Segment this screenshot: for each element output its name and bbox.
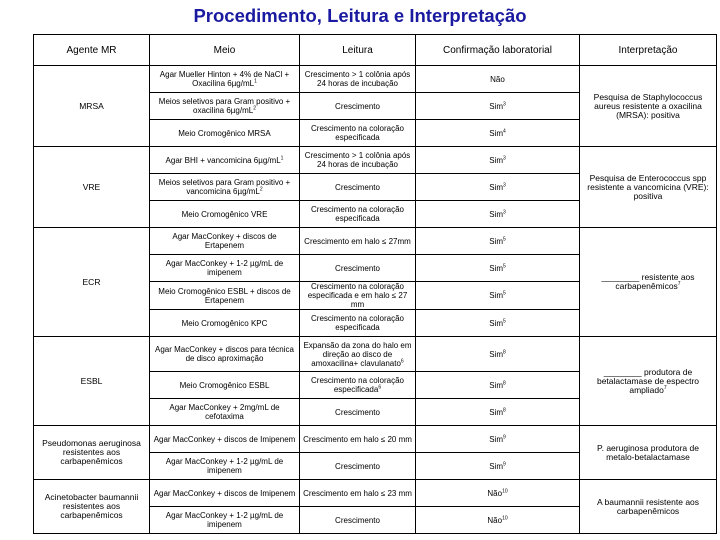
confirmacao-cell xyxy=(416,66,580,93)
leitura-cell-text: Crescimento xyxy=(335,263,380,273)
leitura-cell-text: Crescimento > 1 colônia após 24 horas de incubação xyxy=(304,151,411,169)
confirmacao-cell-footnote: 3 xyxy=(503,100,506,107)
meio-cell xyxy=(150,507,300,534)
leitura-cell-text: Crescimento na coloração especificada xyxy=(311,376,404,394)
agent-cell xyxy=(34,147,150,228)
header-row xyxy=(34,35,717,66)
agent-label: ECR xyxy=(82,276,101,287)
meio-cell xyxy=(150,426,300,453)
meio-cell-text: Agar MacConkey + discos de Imipenem xyxy=(153,434,296,444)
interpretation-footnote: 7 xyxy=(677,281,681,288)
confirmacao-cell xyxy=(416,480,580,507)
agent-label: ESBL xyxy=(80,375,103,386)
leitura-cell xyxy=(300,480,416,507)
confirmacao-cell-text: Sim xyxy=(489,318,503,328)
leitura-cell xyxy=(300,399,416,426)
confirmacao-cell xyxy=(416,120,580,147)
leitura-cell-text: Crescimento na coloração especificada xyxy=(311,124,404,142)
table-row xyxy=(34,228,717,255)
confirmacao-cell xyxy=(416,174,580,201)
meio-cell-text: Agar MacConkey + 1-2 µg/mL de imipenem xyxy=(165,511,284,529)
confirmacao-cell xyxy=(416,507,580,534)
leitura-cell-text: Crescimento em halo ≤ 20 mm xyxy=(303,434,412,444)
table-row xyxy=(34,147,717,174)
confirmacao-cell-text: Sim xyxy=(489,128,503,138)
confirmacao-cell-text: Sim xyxy=(489,434,503,444)
meio-cell xyxy=(150,174,300,201)
interpretation-text: P. aeruginosa produtora de metalo-betalactamase xyxy=(597,442,699,462)
agent-label: VRE xyxy=(82,181,101,192)
leitura-cell xyxy=(300,337,416,372)
interpretation-cell xyxy=(580,480,717,534)
leitura-cell xyxy=(300,66,416,93)
meio-cell-text: Meio Cromogênico ESBL + discos de Ertapenem xyxy=(158,286,291,305)
leitura-cell-text: Crescimento xyxy=(335,407,380,417)
meio-cell-text: Meio Cromogênico VRE xyxy=(181,209,268,219)
confirmacao-cell-footnote: 3 xyxy=(503,208,506,215)
leitura-cell-text: Crescimento na coloração especificada xyxy=(311,314,404,332)
confirmacao-cell-footnote: 3 xyxy=(503,181,506,188)
leitura-cell xyxy=(300,147,416,174)
table-row xyxy=(34,480,717,507)
header-leitura: Leitura xyxy=(300,35,416,66)
meio-cell-text: Agar MacConkey + discos de Imipenem xyxy=(153,488,296,498)
confirmacao-cell-footnote: 8 xyxy=(503,379,506,386)
meio-cell xyxy=(150,120,300,147)
meio-cell-text: Meio Cromogênico KPC xyxy=(181,318,268,328)
leitura-cell xyxy=(300,228,416,255)
meio-cell-text: Agar MacConkey + discos para técnica de disco aproximação xyxy=(155,345,294,363)
agent-cell xyxy=(34,337,150,426)
leitura-cell xyxy=(300,93,416,120)
meio-cell-text: Agar MacConkey + 1-2 µg/mL de imipenem xyxy=(165,259,284,277)
leitura-cell-text: Crescimento xyxy=(335,515,380,525)
leitura-cell xyxy=(300,174,416,201)
meio-cell xyxy=(150,255,300,282)
meio-cell-text: Meio Cromogênico ESBL xyxy=(179,380,270,390)
leitura-cell xyxy=(300,201,416,228)
meio-cell xyxy=(150,310,300,337)
leitura-cell-footnote: 6 xyxy=(378,384,382,391)
leitura-cell-text: Crescimento xyxy=(335,182,380,192)
confirmacao-cell-footnote: 8 xyxy=(503,406,506,413)
meio-cell xyxy=(150,372,300,399)
table-row xyxy=(34,66,717,93)
confirmacao-cell-footnote: 9 xyxy=(503,433,506,440)
table-body xyxy=(34,66,717,534)
confirmacao-cell-text: Não xyxy=(487,488,503,498)
interpretation-cell xyxy=(580,66,717,147)
leitura-cell xyxy=(300,282,416,310)
agent-cell xyxy=(34,426,150,480)
leitura-cell xyxy=(300,310,416,337)
confirmacao-cell-text: Sim xyxy=(489,263,503,273)
confirmacao-cell xyxy=(416,255,580,282)
leitura-cell-text: Crescimento na coloração especificada xyxy=(311,205,404,223)
meio-cell xyxy=(150,282,300,310)
agent-label: Acinetobacter baumannii resistentes aos carbapenêmicos xyxy=(44,492,139,520)
meio-cell xyxy=(150,480,300,507)
leitura-cell-text: Crescimento xyxy=(335,461,380,471)
meio-cell-footnote: 1 xyxy=(254,78,257,85)
meio-cell-text: Agar MacConkey + 1-2 µg/mL de imipenem xyxy=(165,457,284,475)
confirmacao-cell xyxy=(416,399,580,426)
meio-cell xyxy=(150,66,300,93)
leitura-cell xyxy=(300,120,416,147)
confirmacao-cell-text: Sim xyxy=(489,349,503,359)
meio-cell-text: Agar MacConkey + 2mg/mL de cefotaxima xyxy=(169,403,280,421)
leitura-cell xyxy=(300,507,416,534)
procedure-table xyxy=(33,34,717,534)
leitura-cell-text: Crescimento em halo ≤ 27mm xyxy=(304,236,411,246)
leitura-cell xyxy=(300,453,416,480)
leitura-cell-footnote: 6 xyxy=(400,357,404,364)
interpretation-text: ________ produtora de betalactamase de espectro ampliado xyxy=(596,366,700,395)
confirmacao-cell-footnote: 8 xyxy=(503,348,506,355)
interpretation-cell xyxy=(580,147,717,228)
header-meio: Meio xyxy=(150,35,300,66)
meio-cell-footnote: 2 xyxy=(259,186,263,193)
confirmacao-cell-text: Não xyxy=(487,515,503,525)
agent-label: Pseudomonas aeruginosa resistentes aos carbapenêmicos xyxy=(42,438,141,466)
confirmacao-cell-text: Sim xyxy=(489,209,503,219)
interpretation-cell xyxy=(580,228,717,337)
table-row xyxy=(34,426,717,453)
meio-cell xyxy=(150,399,300,426)
confirmacao-cell xyxy=(416,282,580,310)
confirmacao-cell-text: Sim xyxy=(489,182,503,192)
confirmacao-cell-footnote: 5 xyxy=(503,262,506,269)
confirmacao-cell xyxy=(416,93,580,120)
leitura-cell-text: Crescimento xyxy=(335,101,380,111)
header-interpretacao: Interpretação xyxy=(580,35,717,66)
confirmacao-cell-footnote: 5 xyxy=(503,290,506,297)
interpretation-text: A baumannii resistente aos carbapenêmicos xyxy=(596,496,700,516)
confirmacao-cell-text: Não xyxy=(490,74,505,84)
meio-cell-text: Agar MacConkey + discos de Ertapenem xyxy=(172,232,277,250)
interpretation-footnote: 7 xyxy=(663,384,667,391)
meio-cell-text: Meios seletivos para Gram positivo + oxacilina 6µg/mL xyxy=(158,97,291,115)
confirmacao-cell-footnote: 10 xyxy=(502,514,508,521)
meio-cell xyxy=(150,337,300,372)
confirmacao-cell-footnote: 5 xyxy=(503,317,506,324)
interpretation-text: Pesquisa de Enterococcus spp resistente a vancomicina (VRE): positiva xyxy=(587,172,709,201)
confirmacao-cell-text: Sim xyxy=(489,101,503,111)
confirmacao-cell-footnote: 4 xyxy=(503,127,506,134)
confirmacao-cell-footnote: 3 xyxy=(503,154,506,161)
leitura-cell-text: Crescimento na coloração especificada e em halo ≤ 27 mm xyxy=(307,282,408,309)
meio-cell xyxy=(150,228,300,255)
meio-cell-text: Agar Mueller Hinton + 4% de NaCl + Oxacilina 6µg/mL xyxy=(159,70,290,88)
leitura-cell-text: Crescimento > 1 colônia após 24 horas de incubação xyxy=(304,70,411,88)
leitura-cell xyxy=(300,372,416,399)
page-title: Procedimento, Leitura e Interpretação xyxy=(193,5,527,26)
interpretation-cell xyxy=(580,337,717,426)
confirmacao-cell xyxy=(416,453,580,480)
interpretation-cell xyxy=(580,426,717,480)
confirmacao-cell xyxy=(416,426,580,453)
meio-cell xyxy=(150,93,300,120)
meio-cell-text: Meios seletivos para Gram positivo + vancomicina 6µg/mL xyxy=(158,178,291,196)
table-row xyxy=(34,337,717,372)
meio-cell-text: Agar BHI + vancomicina 6µg/mL xyxy=(165,155,281,165)
meio-cell-footnote: 2 xyxy=(253,105,256,112)
confirmacao-cell xyxy=(416,228,580,255)
agent-label: MRSA xyxy=(79,100,104,111)
confirmacao-cell xyxy=(416,201,580,228)
meio-cell-footnote: 1 xyxy=(280,154,284,161)
confirmacao-cell-text: Sim xyxy=(489,236,503,246)
leitura-cell xyxy=(300,255,416,282)
confirmacao-cell-text: Sim xyxy=(489,291,503,300)
header-confirmacao: Confirmação laboratorial xyxy=(416,35,580,66)
confirmacao-cell xyxy=(416,337,580,372)
confirmacao-cell xyxy=(416,310,580,337)
leitura-cell-text: Crescimento em halo ≤ 23 mm xyxy=(303,488,412,498)
confirmacao-cell-text: Sim xyxy=(489,461,503,471)
confirmacao-cell-text: Sim xyxy=(489,155,503,165)
confirmacao-cell-text: Sim xyxy=(489,407,503,417)
agent-cell xyxy=(34,66,150,147)
meio-cell xyxy=(150,201,300,228)
confirmacao-cell xyxy=(416,372,580,399)
header-agent: Agente MR xyxy=(34,35,150,66)
agent-cell xyxy=(34,480,150,534)
interpretation-text: Pesquisa de Staphylococcus aureus resistente a oxacilina (MRSA): positiva xyxy=(593,91,703,120)
meio-cell xyxy=(150,453,300,480)
leitura-cell xyxy=(300,426,416,453)
meio-cell-text: Meio Cromogênico MRSA xyxy=(178,128,271,138)
leitura-cell-text: Expansão da zona do halo em direção ao disco de amoxacilina+ clavulanato xyxy=(303,340,412,368)
confirmacao-cell-footnote: 5 xyxy=(503,235,506,242)
interpretation-text: ________ resistente aos carbapenêmicos xyxy=(601,272,695,291)
confirmacao-cell xyxy=(416,147,580,174)
agent-cell xyxy=(34,228,150,337)
confirmacao-cell-footnote: 9 xyxy=(503,460,506,467)
confirmacao-cell-footnote: 10 xyxy=(502,487,508,494)
confirmacao-cell-text: Sim xyxy=(489,380,503,390)
meio-cell xyxy=(150,147,300,174)
